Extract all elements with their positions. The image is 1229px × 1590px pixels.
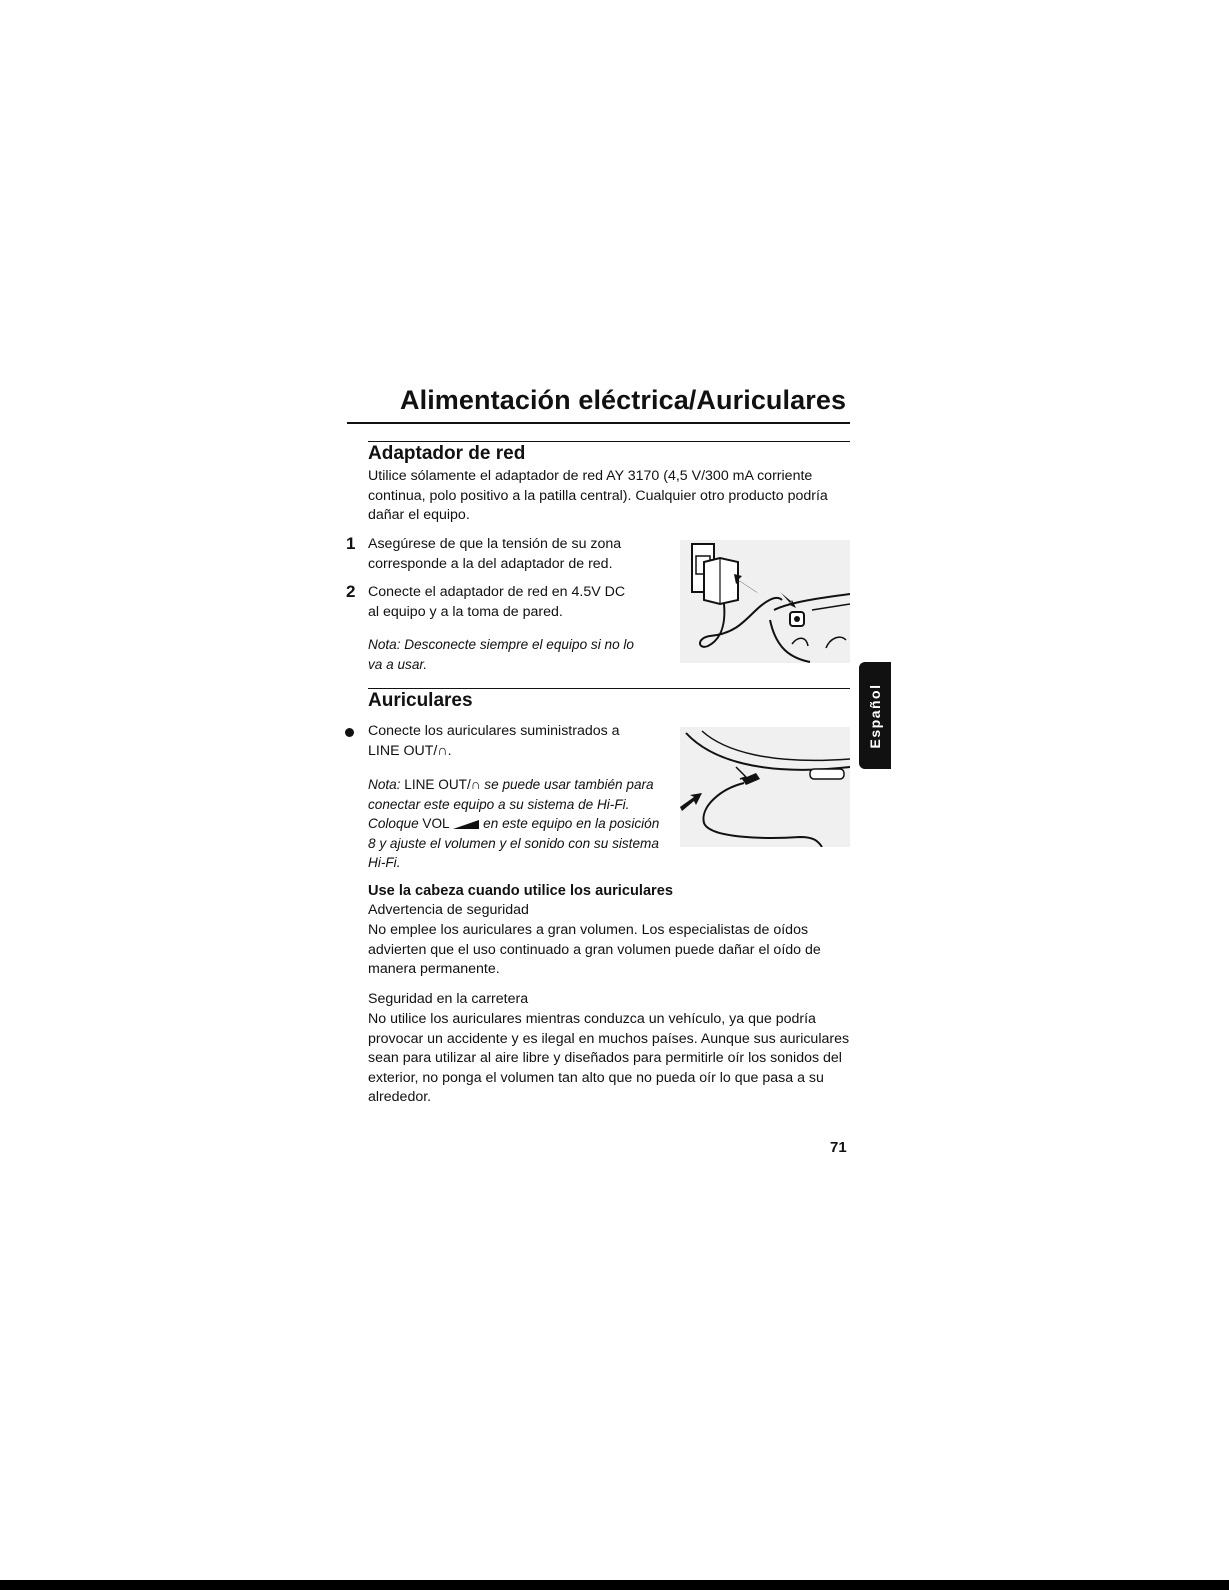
section-rule-adaptador [368, 441, 850, 442]
note-vol: VOL [422, 816, 450, 832]
safety-heading: Use la cabeza cuando utilice los auriculares [368, 883, 673, 899]
scan-bottom-edge [0, 1580, 1229, 1590]
bullet-dot [345, 728, 354, 737]
adaptador-note: Nota: Desconecte siempre el equipo si no lo va a usar. [368, 637, 634, 672]
step-text-2: Conecte el adaptador de red en 4.5V DC al equipo y a la toma de pared. [368, 584, 626, 620]
section-heading-auriculares: Auriculares [368, 690, 473, 711]
safety-subtitle-2: Seguridad en la carretera [368, 991, 529, 1007]
section-heading-adaptador: Adaptador de red [368, 443, 526, 464]
note-part-1: se puede usar también para conectar este equipo a su sistema de Hi-Fi. Coloque [368, 777, 654, 832]
step-number-2: 2 [346, 582, 356, 601]
adaptador-intro: Utilice sólamente el adaptador de red AY 3170 (4,5 V/300 mA corriente continua, polo positivo a la patilla central). Cualquier otro producto podría dañar el equipo. [368, 468, 828, 524]
safety-text-2: No utilice los auriculares mientras conduzca un vehículo, ya que podría provocar un accidente y es ilegal en muchos países. Aunque sus auriculares sean para utilizar al aire libre y diseñados para permitirle oír los sonidos del exterior, no ponga el volumen tan alto que no pueda oír lo que pasa a su alrededor. [368, 1011, 850, 1106]
headphone-icon: ∩ [437, 742, 448, 759]
safety-text-1: No emplee los auriculares a gran volumen. Los especialistas de oídos advierten que el uso continuado a gran volumen puede dañar el oído de manera permanente. [368, 922, 821, 978]
language-tab-label: Español [867, 683, 883, 748]
headphone-icon-note: ∩ [470, 777, 481, 792]
bullet-text-line-2: LINE OUT/ [368, 742, 438, 759]
headphone-drawing [680, 727, 850, 847]
adapter-drawing [680, 540, 850, 663]
note-label: Nota: [368, 777, 401, 792]
headphone-illustration [680, 727, 850, 847]
auriculares-note [368, 775, 660, 873]
safety-subtitle-1: Advertencia de seguridad [368, 902, 529, 918]
auriculares-bullet-text [368, 722, 648, 761]
note-part-2: en este equipo en la posición 8 y ajuste el volumen y el sonido con su sistema Hi-Fi. [368, 816, 660, 871]
step-number-1: 1 [346, 534, 356, 553]
section-rule-auriculares [368, 688, 850, 689]
bullet-text-line-1: Conecte los auriculares suministrados a [368, 723, 620, 739]
step-text-1: Asegúrese de que la tensión de su zona corresponde a la del adaptador de red. [368, 536, 622, 572]
page-number: 71 [830, 1139, 847, 1156]
title-rule [347, 422, 850, 424]
page-title: Alimentación eléctrica/Auriculares [400, 385, 847, 415]
language-tab [859, 662, 891, 769]
note-lineout: LINE OUT/ [404, 777, 471, 792]
adapter-illustration [680, 540, 850, 663]
volume-ramp-icon [453, 820, 479, 830]
bullet-text-end: . [447, 742, 452, 759]
